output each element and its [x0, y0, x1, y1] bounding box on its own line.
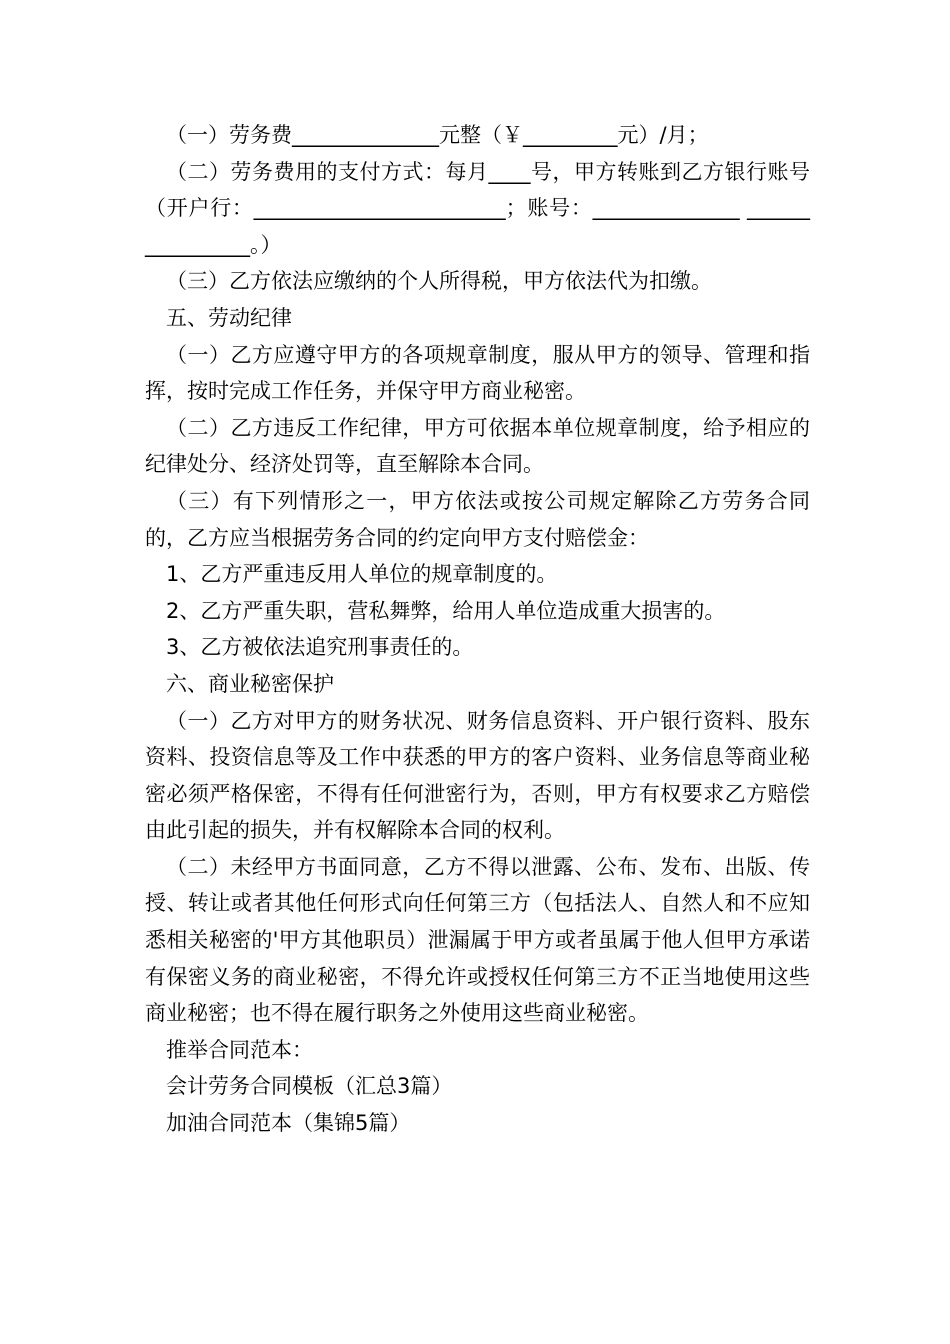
confidentiality-clause-2: （二）未经甲方书面同意，乙方不得以泄露、公布、发布、出版、传授、转让或者其他任何形式向任何第三方（包括法人、自然人和不应知悉相关秘密的'甲方其他职员）泄漏属于甲方或者虽属于他人但甲方承诺有保密义务的商业秘密，不得允许或授权任何第三方不正当地使用这些商业秘密；也不得在履行职务之外使用这些商业秘密。	[145, 854, 810, 1026]
section-five-heading: 五、劳动纪律	[166, 305, 292, 330]
discipline-clause-2: （二）乙方违反工作纪律，甲方可依据本单位规章制度，给予相应的纪律处分、经济处罚等，直至解除本合同。	[145, 415, 810, 477]
discipline-subitem-3: 3、乙方被依法追究刑事责任的。	[166, 635, 474, 660]
section-six-heading: 六、商业秘密保护	[166, 671, 334, 696]
recommended-template-link[interactable]: 会计劳务合同模板（汇总3篇）	[166, 1074, 453, 1099]
recommended-template-link[interactable]: 加油合同范本（集锦5篇）	[166, 1111, 411, 1136]
document-page	[145, 117, 810, 1142]
discipline-clause-3: （三）有下列情形之一，甲方依法或按公司规定解除乙方劳务合同的，乙方应当根据劳务合同的约定向甲方支付赔偿金：	[145, 488, 810, 550]
discipline-subitem-1: 1、乙方严重违反用人单位的规章制度的。	[166, 562, 558, 587]
labor-fee-clause: （一）劳务费______________元整（￥_________元）/月；	[166, 123, 709, 147]
income-tax-clause: （三）乙方依法应缴纳的个人所得税，甲方依法代为扣缴。	[166, 269, 712, 294]
discipline-subitem-2: 2、乙方严重失职，营私舞弊，给用人单位造成重大损害的。	[166, 598, 726, 623]
confidentiality-clause-1: （一）乙方对甲方的财务状况、财务信息资料、开户银行资料、股东资料、投资信息等及工作中获悉的甲方的客户资料、业务信息等商业秘密必须严格保密，不得有任何泄密行为，否则，甲方有权要求乙方赔偿由此引起的损失，并有权解除本合同的权利。	[145, 708, 810, 843]
recommendations-heading: 推举合同范本：	[166, 1037, 313, 1062]
discipline-clause-1: （一）乙方应遵守甲方的各项规章制度，服从甲方的领导、管理和指挥，按时完成工作任务，并保守甲方商业秘密。	[145, 342, 810, 404]
payment-method-clause: （二）劳务费用的支付方式：每月____号，甲方转账到乙方银行账号（开户行：________________________；账号：______________ ________________。）	[145, 159, 810, 257]
